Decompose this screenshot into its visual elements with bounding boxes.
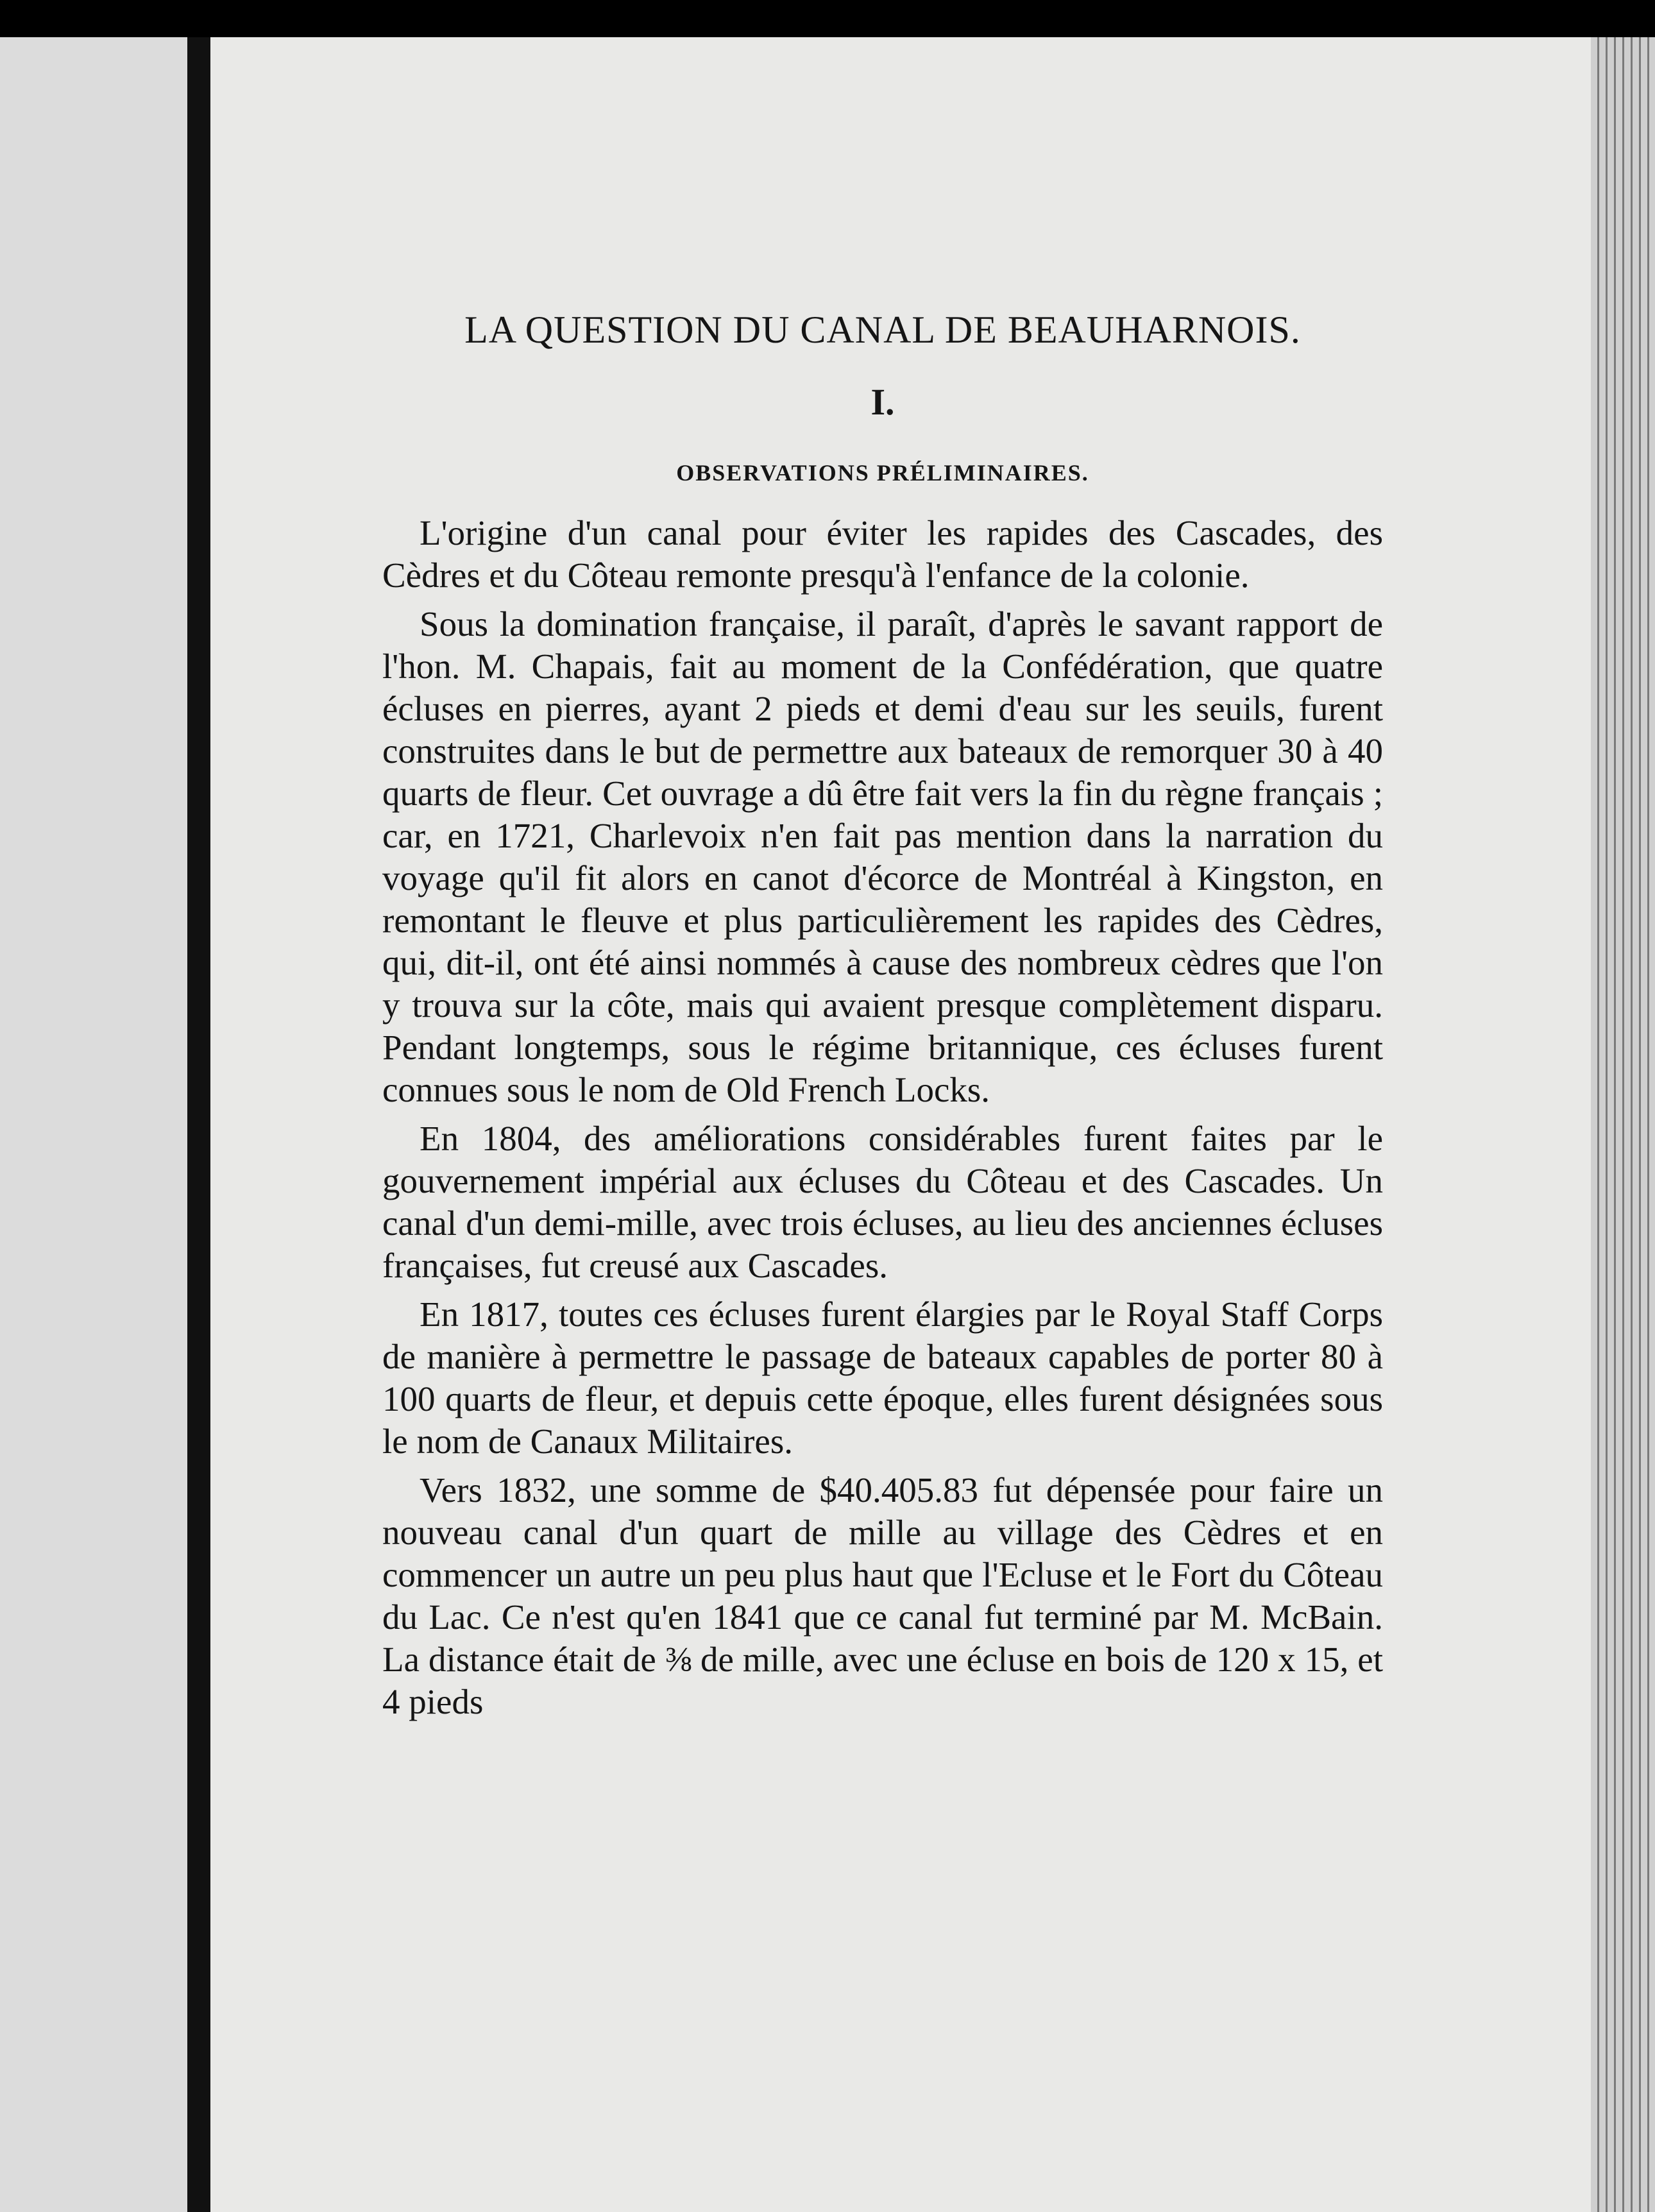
paragraph-1: L'origine d'un canal pour éviter les rapides des Cascades, des Cèdres et du Côteau remonte presqu'à l'enfance de la colonie. [382,513,1383,595]
paragraph-5: Vers 1832, une somme de $40.405.83 fut dépensée pour faire un nouveau canal d'un quart de mille au village des Cèdres et en commencer un autre un peu plus haut que l'Ecluse et le Fort du Côteau du Lac. Ce n'est qu'en 1841 que ce canal fut terminé par M. McBain. La distance était de ⅜ de mille, avec une écluse en bois de 120 x 15, et 4 pieds [382,1470,1383,1721]
document-title: LA QUESTION DU CANAL DE BEAUHARNOIS. [464,309,1301,351]
scan-top-border [0,0,1655,37]
page-text-block [382,308,1383,1730]
facing-page-edge [0,37,187,2212]
section-numeral: I. [870,381,895,423]
page-stack-edge [1591,37,1655,2212]
book-spine-gutter [187,37,210,2212]
paragraph-4: En 1817, toutes ces écluses furent élargies par le Royal Staff Corps de manière à permettre le passage de bateaux capables de porter 80 à 100 quarts de fleur, et depuis cette époque, elles furent désignées sous le nom de Canaux Militaires. [382,1295,1383,1461]
paragraph-2: Sous la domination française, il paraît, d'après le savant rapport de l'hon. M. Chapais, fait au moment de la Confédération, que quatre écluses en pierres, ayant 2 pieds et demi d'eau sur les seuils, furent construites dans le but de permettre aux bateaux de remorquer 30 à 40 quarts de fleur. Cet ouvrage a dû être fait vers la fin du règne français ; car, en 1721, Charlevoix n'en fait pas mention dans la narration du voyage qu'il fit alors en canot d'écorce de Montréal à Kingston, en remontant le fleuve et plus particulièrement les rapides des Cèdres, qui, dit-il, ont été ainsi nommés à cause des nombreux cèdres que l'on y trouva sur la côte, mais qui avaient presque complètement disparu. Pendant longtemps, sous le régime britannique, ces écluses furent connues sous le nom de Old French Locks. [382,604,1383,1109]
section-heading: OBSERVATIONS PRÉLIMINAIRES. [676,460,1089,486]
paragraph-3: En 1804, des améliorations considérables furent faites par le gouvernement impérial aux écluses du Côteau et des Cascades. Un canal d'un demi-mille, avec trois écluses, au lieu des anciennes écluses françaises, fut creusé aux Cascades. [382,1119,1383,1285]
